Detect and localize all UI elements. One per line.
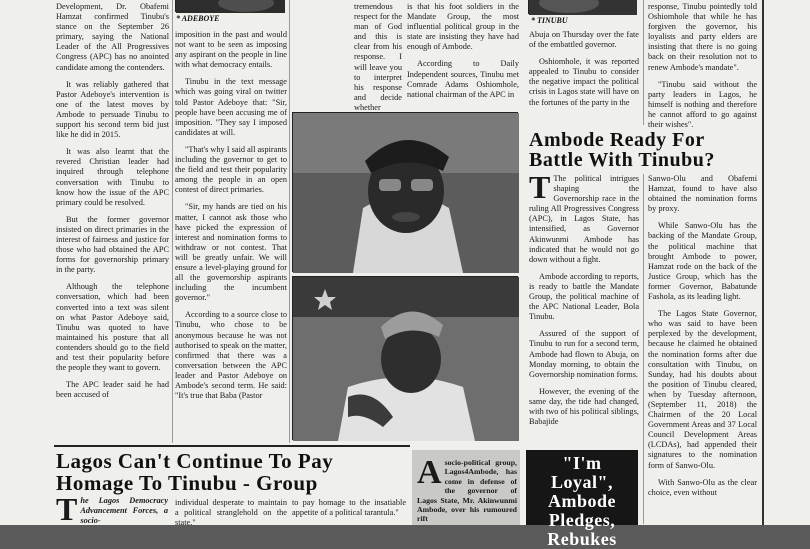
col2-para-3: "That's why I said all aspirants including the governor to get to the field and test their popularity among the people in an open contest of direct primaries. bbox=[175, 144, 287, 195]
lagos-a-text: he Lagos Democracy Advancement Forces, a socio- bbox=[80, 496, 168, 526]
tinubu-caption: * TINUBU bbox=[531, 16, 568, 25]
lagos-dropcap: T bbox=[56, 491, 78, 527]
loyal-headline: "I'm Loyal", Ambode Pledges, Rebukes bbox=[547, 453, 617, 549]
loyal-box bbox=[526, 450, 638, 549]
lagos-story-col-b bbox=[175, 498, 287, 528]
page-right-border bbox=[762, 0, 764, 525]
col2-para-5: According to a source close to Tinubu, who chose to be anonymous because he was not authorised to speak on the matter, confirmed that there was a conversation between the APC leader and Pastor Adeboye on Ambode's second term. He said: "It's true that Baba (Pastor bbox=[175, 310, 287, 401]
col1-para-3: It was also learnt that the revered Christian leader had inquired through telephone conversation with Tinubu to know how the issue of the APC primary could be resolved. bbox=[56, 147, 169, 207]
lagos4ambode-dropcap: A bbox=[417, 454, 442, 491]
col5-para-1: Abuja on Thursday over the fate of the embattled governor. bbox=[529, 30, 639, 50]
ambode-a-para-3: Assured of the support of Tinubu to run for a second term, Ambode had flown to Abuja, on Monday morning, to obtain the Governorship nomination forms. bbox=[529, 329, 639, 379]
col4-para-1: is that his foot soldiers in the Mandate Group, the most influential political group in the state are insisting they have had enough of Ambode. bbox=[407, 2, 519, 52]
ambode-story-col-a bbox=[529, 169, 639, 442]
col1-para-2: It was reliably gathered that Pastor Adeboye's intervention is one of the latest moves by Ambode to persuade Tinubu to support his second term bid just like he did in 2015. bbox=[56, 79, 169, 140]
column-6-top bbox=[648, 2, 757, 130]
lagos4ambode-para bbox=[417, 454, 517, 524]
ambode-b-para-3: The Lagos State Governor, who was said to have been perplexed by the development, because he claimed he obtained the nomination forms after due consultation with Tinubu, on Sunday, had his doubts about the position of Tinubu cleared, when by Tuesday afternoon, (September 11, 2018) the Chairmen of the 20 Local Government Areas and 37 Local Council Development Areas (LCDAs), had appended their signatures to the nomination form of Sanwo-Olu. bbox=[648, 309, 757, 470]
lagos-c-para: to pay homage to the insatiable appetite of a political tarantula." bbox=[292, 498, 406, 518]
lagos-b-para: individual desperate to maintain a political stranglehold on the state." bbox=[175, 498, 287, 528]
adeboye-photo-image bbox=[176, 0, 285, 13]
lagos4ambode-text-wrap bbox=[417, 454, 517, 525]
col1-para-4: But the former governor insisted on direct primaries in the interest of fairness and justice for those who had obtained the APC forms for governorship primary in the party. bbox=[56, 214, 169, 275]
lagos-story-col-c bbox=[292, 498, 406, 525]
col3-para-1: tremendous respect for the man of God and this is clear from his response. I will leave you to interpret his response and decide whether bbox=[354, 2, 402, 112]
column-divider bbox=[289, 0, 290, 443]
ambode-b-para-1: Sanwo-Olu and Obafemi Hamzat, found to have also obtained the nomination forms by proxy. bbox=[648, 174, 757, 214]
lagos-story-col-a bbox=[56, 491, 168, 527]
col1-para-1: Development, Dr. Obafemi Hamzat confirmed Tinubu's stance on the September 26 primary, saying the National Leader of the All Progressives Congress (APC) has no anointed candidate among the contenders. bbox=[56, 2, 169, 72]
ambode-story-col-b bbox=[648, 174, 757, 524]
col1-para-5: Although the telephone conversation, which had been converted into a text was silent on what Pastor Adeboye said, Tinubu was quoted to have maintained his posture that all contenders should go to the field and test their popularity before the people they want to govern. bbox=[56, 282, 169, 373]
column-4-top bbox=[407, 2, 519, 106]
column-divider bbox=[172, 0, 173, 443]
lagos-headline: Lagos Can't Continue To Pay Homage To Tinubu - Group bbox=[56, 449, 334, 495]
ambode-a-para-4: However, the evening of the same day, the tide had changed, with two of his political siblings, Babajide bbox=[529, 386, 639, 427]
column-divider bbox=[643, 174, 644, 524]
ambode-a-para-1-text: The political intrigues shaping the Governorship race in the ruling All Progressives Congress (APC), in Lagos State, has intensified, as Governor Akinwunmi Ambode has indicated that he would not go down without a fight. bbox=[529, 174, 639, 264]
column-5-top bbox=[529, 30, 639, 128]
tinubu-small-photo-image bbox=[529, 0, 637, 15]
col2-para-1: imposition in the past and would not want to be seen as imposing any aspirant on the people in line with what democracy entails. bbox=[175, 30, 287, 70]
bottom-section-rule bbox=[54, 445, 410, 447]
tinubu-main-photo-image bbox=[293, 113, 519, 273]
col2-para-2: Tinubu in the text message which was going viral on twitter told Pastor Adeboye that: "Sir, people have been accusing me of imposition. "They say I imposed candidates at will. bbox=[175, 77, 287, 137]
col6-para-2: "Tinubu said without the party leaders in Lagos, he himself is nothing and therefore he cannot afford to go against their wishes". bbox=[648, 79, 757, 130]
col2-para-4: "Sir, my hands are tied on his matter, I cannot ask those who have picked the expression of interest and nomination forms to withdraw or not contest. That will be greatly unfair. We will ensure a level-playing ground for all the governorship aspirants including the incumbent governor." bbox=[175, 202, 287, 303]
col5-para-2: Oshiomhole, it was reported appealed to Tinubu to consider the negative impact the political crisis in Lagos state will have on the fortunes of the party in the bbox=[529, 57, 639, 107]
ambode-b-para-4: With Sanwo-Olu as the clear choice, even without bbox=[648, 477, 757, 497]
tinubu-main-photo bbox=[292, 112, 518, 272]
adeboye-caption: * ADEBOYE bbox=[176, 14, 220, 23]
tinubu-small-photo bbox=[528, 0, 636, 14]
ambode-b-para-2: While Sanwo-Olu has the backing of the Mandate Group, the political machine that brought Ambode to power, Hamzat rode on the back of the Justice Group, which has the former Governor, Babatunde Fashola, as its leading light. bbox=[648, 221, 757, 302]
ambode-a-para-1 bbox=[529, 169, 639, 265]
ambode-headline: Ambode Ready For Battle With Tinubu? bbox=[529, 129, 715, 171]
ambode-a-para-2: Ambode according to reports, is ready to battle the Mandate Group, the political machine of the APC National Leader, Bola Tinubu. bbox=[529, 271, 639, 322]
column-1 bbox=[56, 2, 169, 442]
lagos4ambode-box bbox=[412, 450, 520, 525]
col6-para-1: response, Tinubu pointedly told Oshiomhole that while he has forgiven the governor, his loyalists and party elders are insisting that there is no going back on their resolution not to renew Ambode's mandate". bbox=[648, 2, 757, 72]
col1-para-6: The APC leader said he had been accused of bbox=[56, 380, 169, 400]
col3-top-photo bbox=[292, 0, 352, 38]
column-divider bbox=[643, 0, 644, 125]
ambode-main-photo-image bbox=[293, 277, 519, 441]
ambode-dropcap: T bbox=[529, 169, 551, 205]
col4-para-2: According to Daily Independent sources, Tinubu met Comrade Adams Oshiomhole, national chairman of the APC in bbox=[407, 59, 519, 99]
lagos-a-para bbox=[56, 491, 168, 527]
adeboye-photo bbox=[175, 0, 284, 12]
lagos4ambode-text: socio-political group, Lagos4Ambode, has come in defense of the governor of Lagos State, Mr. Akinwunmi Ambode, over his rumoured rift bbox=[417, 458, 517, 524]
ambode-main-photo bbox=[292, 276, 518, 440]
column-2 bbox=[175, 30, 287, 443]
